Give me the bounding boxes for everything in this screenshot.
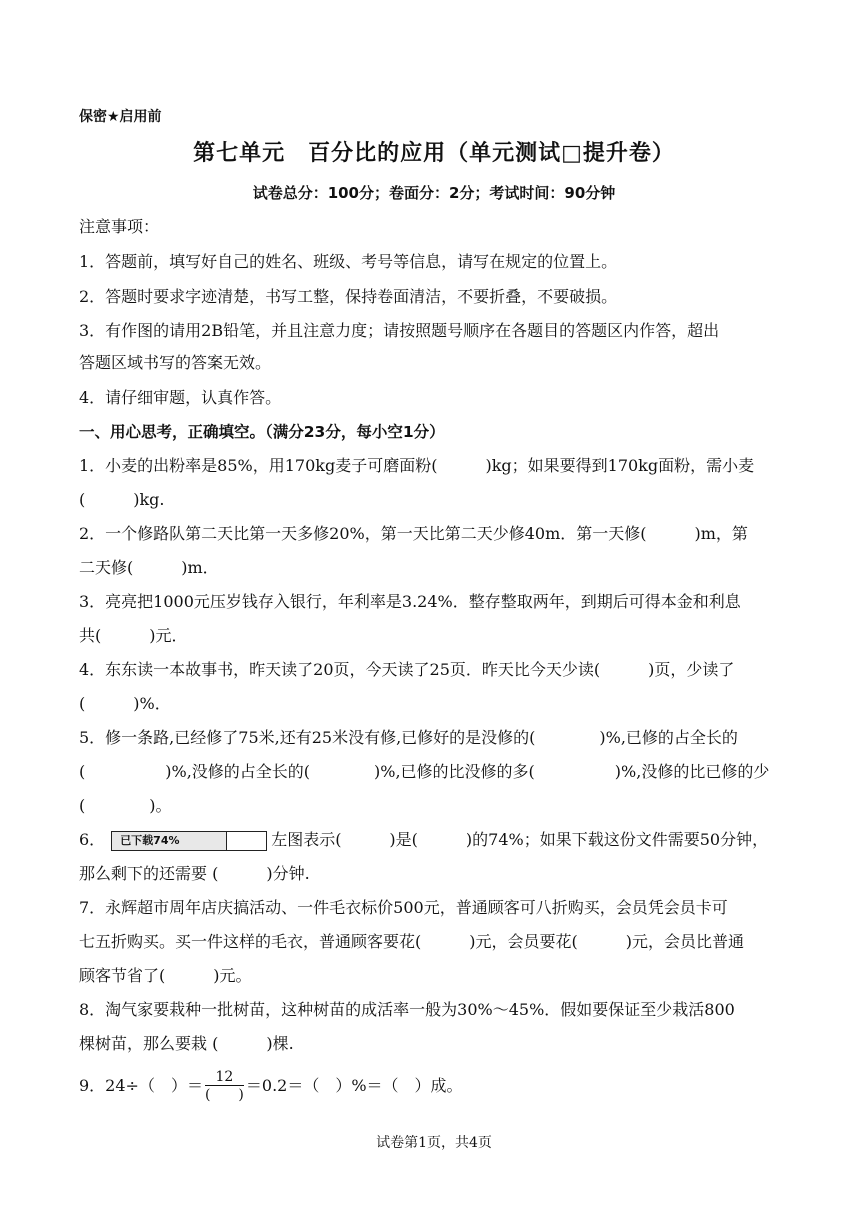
question-3-line-2: 共( )元． xyxy=(79,626,188,645)
question-9 xyxy=(79,1068,463,1104)
confidential-label: 保密★启用前 xyxy=(79,109,162,125)
note-item: 2．答题时要求字迹清楚，书写工整，保持卷面清洁，不要折叠，不要破损。 xyxy=(79,287,618,306)
question-5-line-3: ( )。 xyxy=(79,796,172,815)
question-6-number: 6． xyxy=(79,830,106,849)
fraction-numerator: 12 xyxy=(205,1069,244,1086)
question-8-line-2: 棵树苗，那么要栽 ( )棵. xyxy=(79,1034,294,1053)
download-progress-bar xyxy=(111,831,267,851)
question-1-line-2: ( )kg. xyxy=(79,490,165,509)
question-4-line-2: ( )%． xyxy=(79,694,171,713)
question-7-line-2: 七五折购买。买一件这样的毛衣，普通顾客要花( )元，会员要花( )元，会员比普通 xyxy=(79,932,744,951)
section-heading: 一、用心思考，正确填空。（满分23分，每小空1分） xyxy=(79,423,445,441)
note-item: 3．有作图的请用2B铅笔，并且注意力度；请按照题号顺序在各题目的答题区内作答，超出 xyxy=(79,321,720,340)
question-7-line-3: 顾客节省了( )元。 xyxy=(79,966,252,985)
question-9-prefix: 9．24÷（ ）＝ xyxy=(79,1076,203,1095)
download-progress-label: 已下载74% xyxy=(120,833,180,847)
exam-info: 试卷总分：100分；卷面分：2分；考试时间：90分钟 xyxy=(252,184,616,202)
page-title: 第七单元 百分比的应用（单元测试□提升卷） xyxy=(193,141,675,166)
fraction xyxy=(205,1069,244,1104)
question-6-line-1 xyxy=(79,829,768,851)
question-8-line-1: 8．淘气家要栽种一批树苗，这种树苗的成活率一般为30%～45%．假如要保证至少栽活800 xyxy=(79,1000,735,1019)
question-7-line-1: 7．永辉超市周年店庆搞活动、一件毛衣标价500元，普通顾客可八折购买，会员凭会员卡可 xyxy=(79,898,728,917)
fraction-denominator: ( ) xyxy=(204,1087,244,1103)
page-footer: 试卷第1页，共4页 xyxy=(376,1135,492,1151)
note-item: 1．答题前，填写好自己的姓名、班级、考号等信息，请写在规定的位置上。 xyxy=(79,252,618,271)
question-5-line-1: 5．修一条路,已经修了75米,还有25米没有修,已修好的是没修的( )%,已修的占全长的 xyxy=(79,728,738,747)
note-item: 答题区域书写的答案无效。 xyxy=(79,353,272,372)
question-9-suffix: ＝0.2＝（ ）%＝（ ）成。 xyxy=(245,1076,463,1095)
question-6-line-2: 那么剩下的还需要 ( )分钟. xyxy=(79,864,310,883)
question-6-text: 左图表示( )是( )的74%；如果下载这份文件需要50分钟， xyxy=(271,830,769,849)
question-1-line-1: 1．小麦的出粉率是85%，用170kg麦子可磨面粉( )kg；如果要得到170kg面粉，需小麦 xyxy=(79,456,755,475)
question-3-line-1: 3．亮亮把1000元压岁钱存入银行，年利率是3.24%．整存整取两年，到期后可得本金和利息 xyxy=(79,592,741,611)
question-5-line-2: ( )%,没修的占全长的( )%,已修的比没修的多( )%,没修的比已修的少 xyxy=(79,762,770,781)
question-2-line-2: 二天修( )m． xyxy=(79,558,219,577)
question-2-line-1: 2．一个修路队第二天比第一天多修20%，第一天比第二天少修40m．第一天修( )m，第 xyxy=(79,524,748,543)
notes-heading: 注意事项： xyxy=(79,217,160,236)
note-item: 4．请仔细审题，认真作答。 xyxy=(79,388,282,407)
question-4-line-1: 4．东东读一本故事书，昨天读了20页，今天读了25页．昨天比今天少读( )页，少读了 xyxy=(79,660,735,679)
